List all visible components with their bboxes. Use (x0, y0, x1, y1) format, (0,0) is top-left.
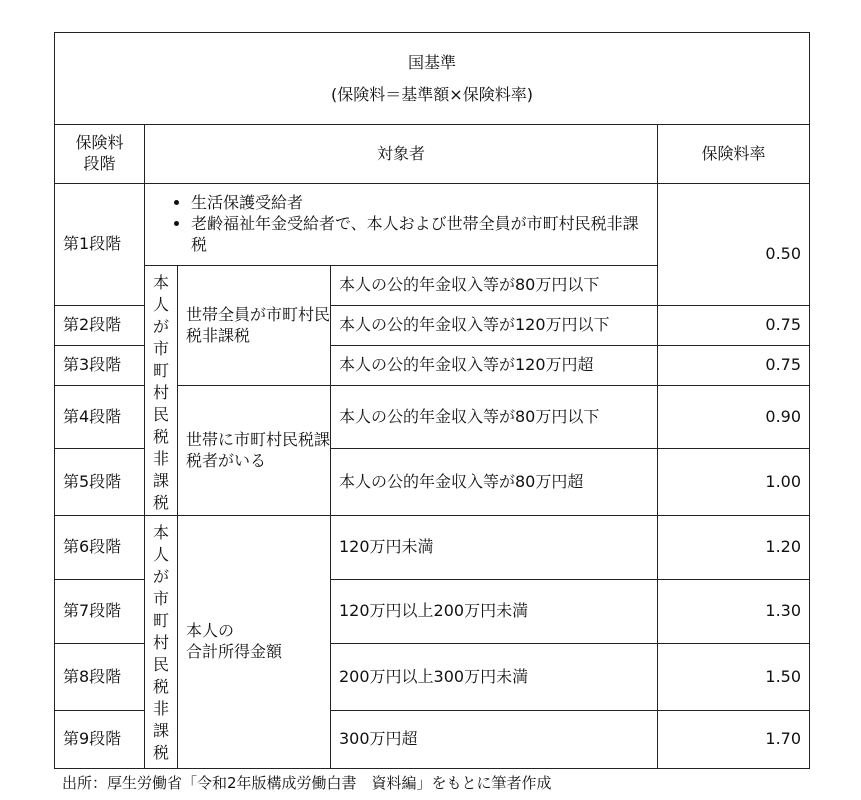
desc-cell: 本人の公的年金収入等が80万円以下 (331, 266, 658, 306)
title-line2: (保険料＝基準額×保険料率) (331, 84, 533, 104)
desc-cell: 120万円未満 (331, 516, 658, 580)
rate-cell: 1.70 (658, 711, 810, 769)
desc-cell: 200万円以上300万円未満 (331, 644, 658, 711)
vertical-label-nontaxed: 本 人 が 市 町 村 民 税 非 課 税 (145, 266, 178, 516)
desc-cell: 120万円以上200万円未満 (331, 580, 658, 644)
desc-cell: 本人の公的年金収入等が120万円超 (331, 346, 658, 386)
group-income: 本人の 合計所得金額 (178, 516, 331, 769)
rate-cell: 0.50 (658, 184, 810, 306)
bullet-item: • 老齢福祉年金受給者で、本人および世帯全員が市町村民税非課税 (191, 213, 649, 255)
rate-cell: 1.00 (658, 449, 810, 516)
level-cell: 第1段階 (55, 184, 145, 306)
group-household-taxed: 世帯に市町村民税課税者がいる (178, 386, 331, 516)
vertical-label-taxed: 本 人 が 市 町 村 民 税 非 課 税 (145, 516, 178, 769)
stage1-bullets (145, 184, 658, 266)
title-line1: 国基準 (408, 52, 457, 72)
level-cell: 第7段階 (55, 580, 145, 644)
level-cell: 第4段階 (55, 386, 145, 449)
source-note: 出所：厚生労働省「令和2年版構成労働白書 資料編」をもとに筆者作成 (62, 774, 552, 792)
level-cell: 第5段階 (55, 449, 145, 516)
level-cell: 第9段階 (55, 711, 145, 769)
desc-cell: 本人の公的年金収入等が120万円以下 (331, 306, 658, 346)
premium-table (54, 32, 810, 769)
level-cell: 第3段階 (55, 346, 145, 386)
bullet-item: • 生活保護受給者 (191, 192, 649, 213)
rate-cell: 0.90 (658, 386, 810, 449)
level-cell: 第6段階 (55, 516, 145, 580)
table-title (55, 33, 810, 125)
rate-cell: 0.75 (658, 306, 810, 346)
header-target: 対象者 (145, 125, 658, 184)
level-cell: 第8段階 (55, 644, 145, 711)
desc-cell: 300万円超 (331, 711, 658, 769)
rate-cell: 1.50 (658, 644, 810, 711)
desc-cell: 本人の公的年金収入等が80万円超 (331, 449, 658, 516)
header-rate: 保険料率 (658, 125, 810, 184)
rate-cell: 1.30 (658, 580, 810, 644)
group-household-nontaxed: 世帯全員が市町村民税非課税 (178, 266, 331, 386)
desc-cell: 本人の公的年金収入等が80万円以下 (331, 386, 658, 449)
level-cell: 第2段階 (55, 306, 145, 346)
header-level: 保険料 段階 (55, 125, 145, 184)
rate-cell: 1.20 (658, 516, 810, 580)
rate-cell: 0.75 (658, 346, 810, 386)
